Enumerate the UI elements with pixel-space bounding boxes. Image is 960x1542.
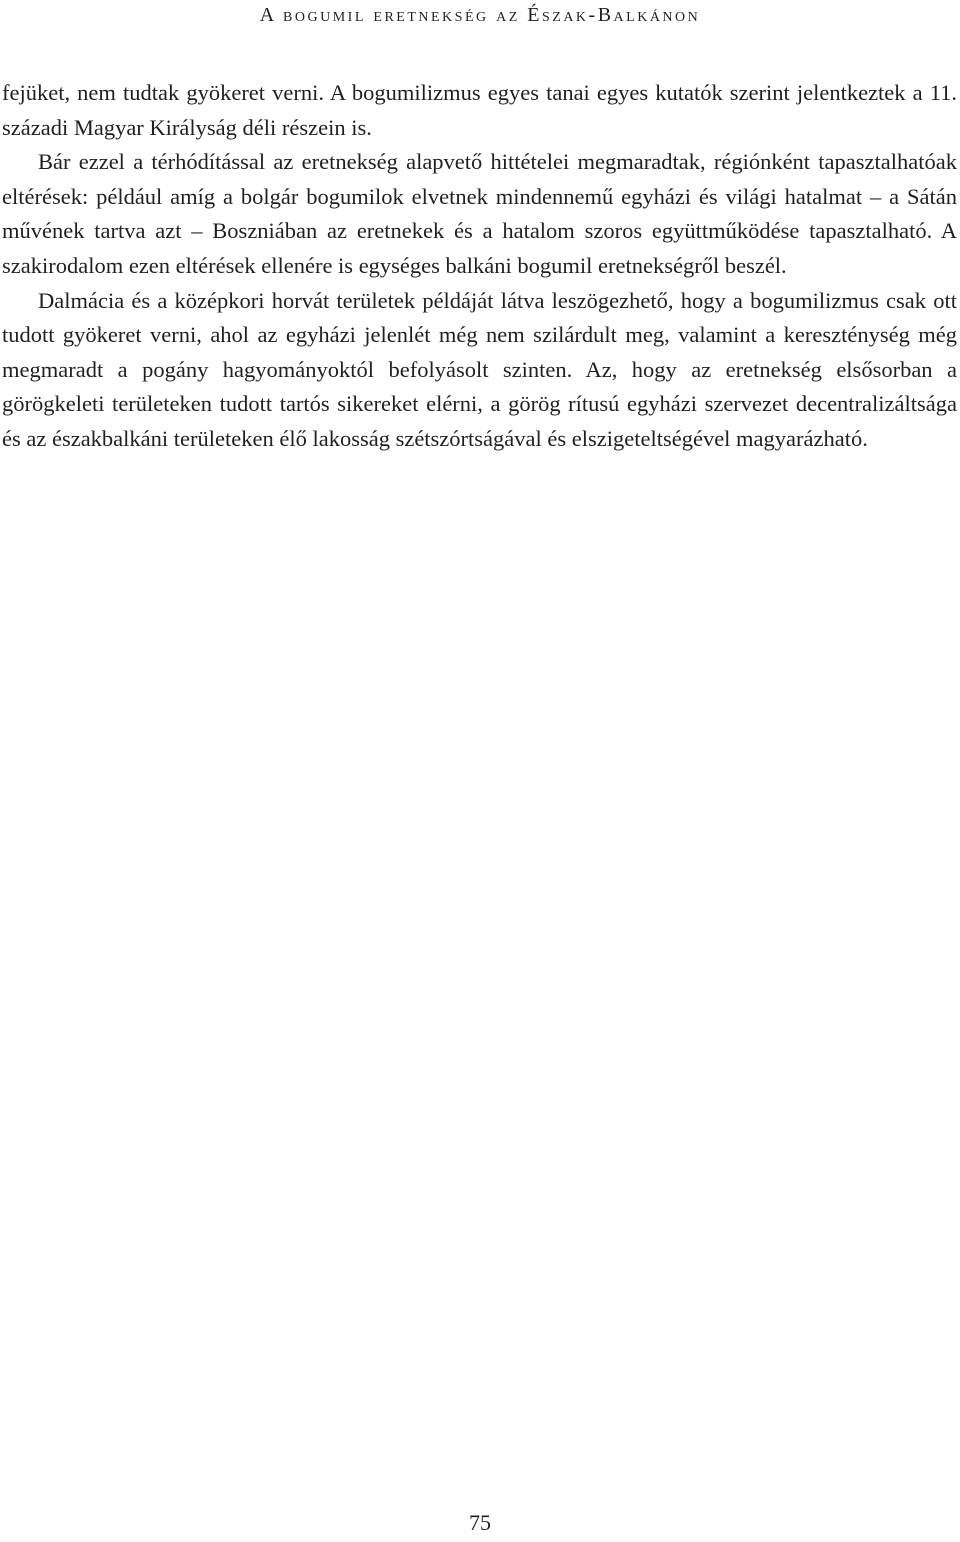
body-text xyxy=(2,76,957,457)
page-number: 75 xyxy=(469,1510,491,1535)
paragraph-dalmatia: Dalmácia és a középkori horvát területek példáját látva leszögezhető, hogy a bogumilizmus csak ott tudott gyökeret verni, ahol az egyházi jelenlét még nem szilárdult meg, valamint a kereszténység még megmaradt a pogány hagyományoktól befolyásolt szinten. Az, hogy az eretnekség elsősorban a görögkeleti területeken tudott tartós sikereket elérni, a görög rítusú egyházi szervezet decentralizáltsága és az északbalkáni területeken élő lakosság szétszórtságával és elszigeteltségével magyarázható. xyxy=(2,287,957,451)
paragraph-regional-differences: Bár ezzel a térhódítással az eretnekség alapvető hittételei megmaradtak, régiónként tapasztalhatóak eltérések: például amíg a bolgár bogumilok elvetnek mindennemű egyházi és világi hatalmat – a Sátán művének tartva azt – Boszniában az eretnekek és a hatalom szoros együttműködése tapasztalható. A szakirodalom ezen eltérések ellenére is egységes balkáni bogumil eretnekségről beszél. xyxy=(2,149,957,278)
running-head-title: A bogumil eretnekség az Észak-Balkánon xyxy=(259,4,701,26)
paragraph-continued: fejüket, nem tudtak gyökeret verni. A bogumilizmus egyes tanai egyes kutatók szerint jelentkeztek a 11. századi Magyar Királyság déli részein is. xyxy=(2,80,957,140)
